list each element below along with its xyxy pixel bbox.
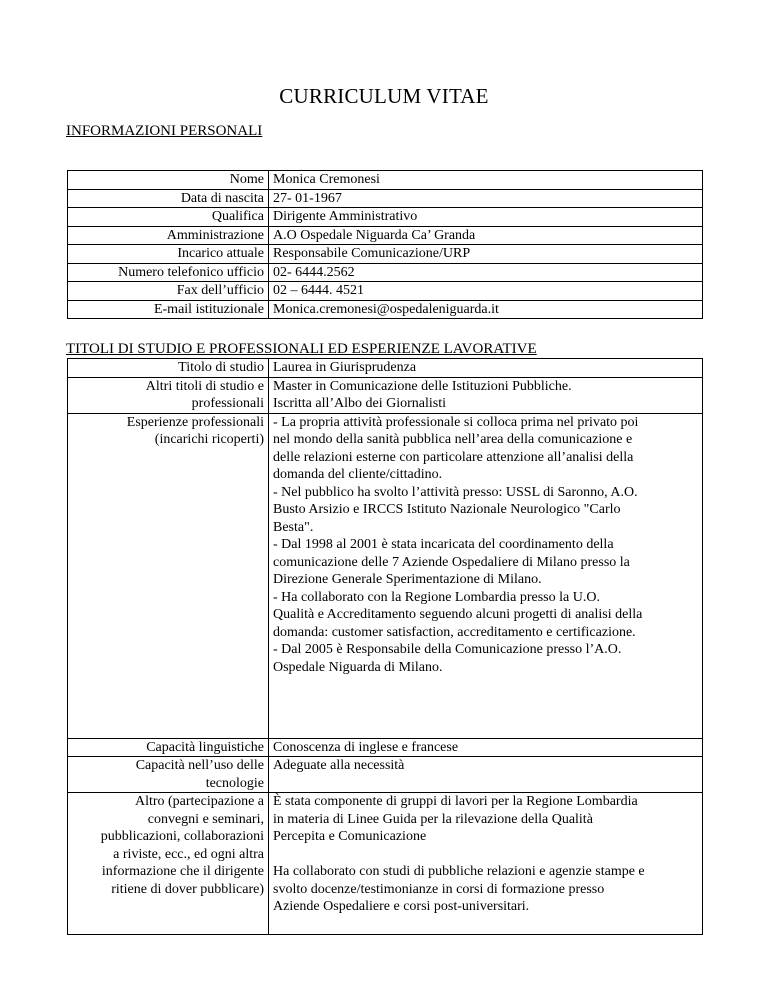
row-label: Capacità nell’uso delle tecnologie [68, 757, 269, 793]
row-value: Dirigente Amministrativo [269, 208, 703, 227]
row-label: Nome [68, 171, 269, 190]
table-row [68, 377, 703, 413]
table-row [68, 263, 703, 282]
table-row [68, 300, 703, 319]
table-row [68, 413, 703, 738]
section-heading-personal-info: INFORMAZIONI PERSONALI [66, 123, 263, 139]
row-label: Incarico attuale [68, 245, 269, 264]
row-value: È stata componente di gruppi di lavori per la Regione Lombardia in materia di Linee Guida per la rilevazione della Qualità Percepita e Comunicazione Ha collaborato con studi di pubbliche relazioni e agenzie stampe e svolto docenze/testimonianze in corsi di formazione presso Aziende Ospedaliere e corsi post-universitari. [269, 793, 703, 935]
row-label: Fax dell’ufficio [68, 282, 269, 301]
table-row [68, 171, 703, 190]
row-label: Data di nascita [68, 189, 269, 208]
row-value: Master in Comunicazione delle Istituzioni Pubbliche. Iscritta all’Albo dei Giornalisti [269, 377, 703, 413]
row-label: Altro (partecipazione a convegni e seminari, pubblicazioni, collaborazioni a riviste, ecc., ed ogni altra informazione che il dirigente ritiene di dover pubblicare) [68, 793, 269, 935]
row-value: Monica Cremonesi [269, 171, 703, 190]
table-row [68, 189, 703, 208]
row-label: Altri titoli di studio e professionali [68, 377, 269, 413]
document-title: CURRICULUM VITAE [279, 84, 489, 108]
section-heading-education-experience: TITOLI DI STUDIO E PROFESSIONALI ED ESPERIENZE LAVORATIVE [66, 341, 537, 357]
row-value: A.O Ospedale Niguarda Ca’ Granda [269, 226, 703, 245]
table-row [68, 208, 703, 227]
row-value: 02- 6444.2562 [269, 263, 703, 282]
row-value: 27- 01-1967 [269, 189, 703, 208]
education-experience-table [67, 358, 703, 935]
row-label: E-mail istituzionale [68, 300, 269, 319]
table-row [68, 793, 703, 935]
row-label: Numero telefonico ufficio [68, 263, 269, 282]
table-row [68, 226, 703, 245]
table-row [68, 757, 703, 793]
row-label: Titolo di studio [68, 359, 269, 378]
table-row [68, 245, 703, 264]
row-label: Esperienze professionali (incarichi ricoperti) [68, 413, 269, 738]
row-label: Qualifica [68, 208, 269, 227]
row-label: Amministrazione [68, 226, 269, 245]
row-value: Responsabile Comunicazione/URP [269, 245, 703, 264]
row-label: Capacità linguistiche [68, 738, 269, 757]
table-row [68, 359, 703, 378]
row-value: Monica.cremonesi@ospedaleniguarda.it [269, 300, 703, 319]
table-row [68, 738, 703, 757]
row-value: Laurea in Giurisprudenza [269, 359, 703, 378]
row-value: 02 – 6444. 4521 [269, 282, 703, 301]
row-value: Adeguate alla necessità [269, 757, 703, 793]
personal-info-table [67, 170, 703, 319]
table-row [68, 282, 703, 301]
row-value: - La propria attività professionale si colloca prima nel privato poi nel mondo della sanità pubblica nell’area della comunicazione e delle relazioni esterne con particolare attenzione all’analisi della domanda del cliente/cittadino. - Nel pubblico ha svolto l’attività presso: USSL di Saronno, A.O. Busto Arsizio e IRCCS Istituto Nazionale Neurologico "Carlo Besta". - Dal 1998 al 2001 è stata incaricata del coordinamento della comunicazione delle 7 Aziende Ospedaliere di Milano presso la Direzione Generale Sperimentazione di Milano. - Ha collaborato con la Regione Lombardia presso la U.O. Qualità e Accreditamento seguendo alcuni progetti di analisi della domanda: customer satisfaction, accreditamento e certificazione. - Dal 2005 è Responsabile della Comunicazione presso l’A.O. Ospedale Niguarda di Milano. [269, 413, 703, 738]
row-value: Conoscenza di inglese e francese [269, 738, 703, 757]
